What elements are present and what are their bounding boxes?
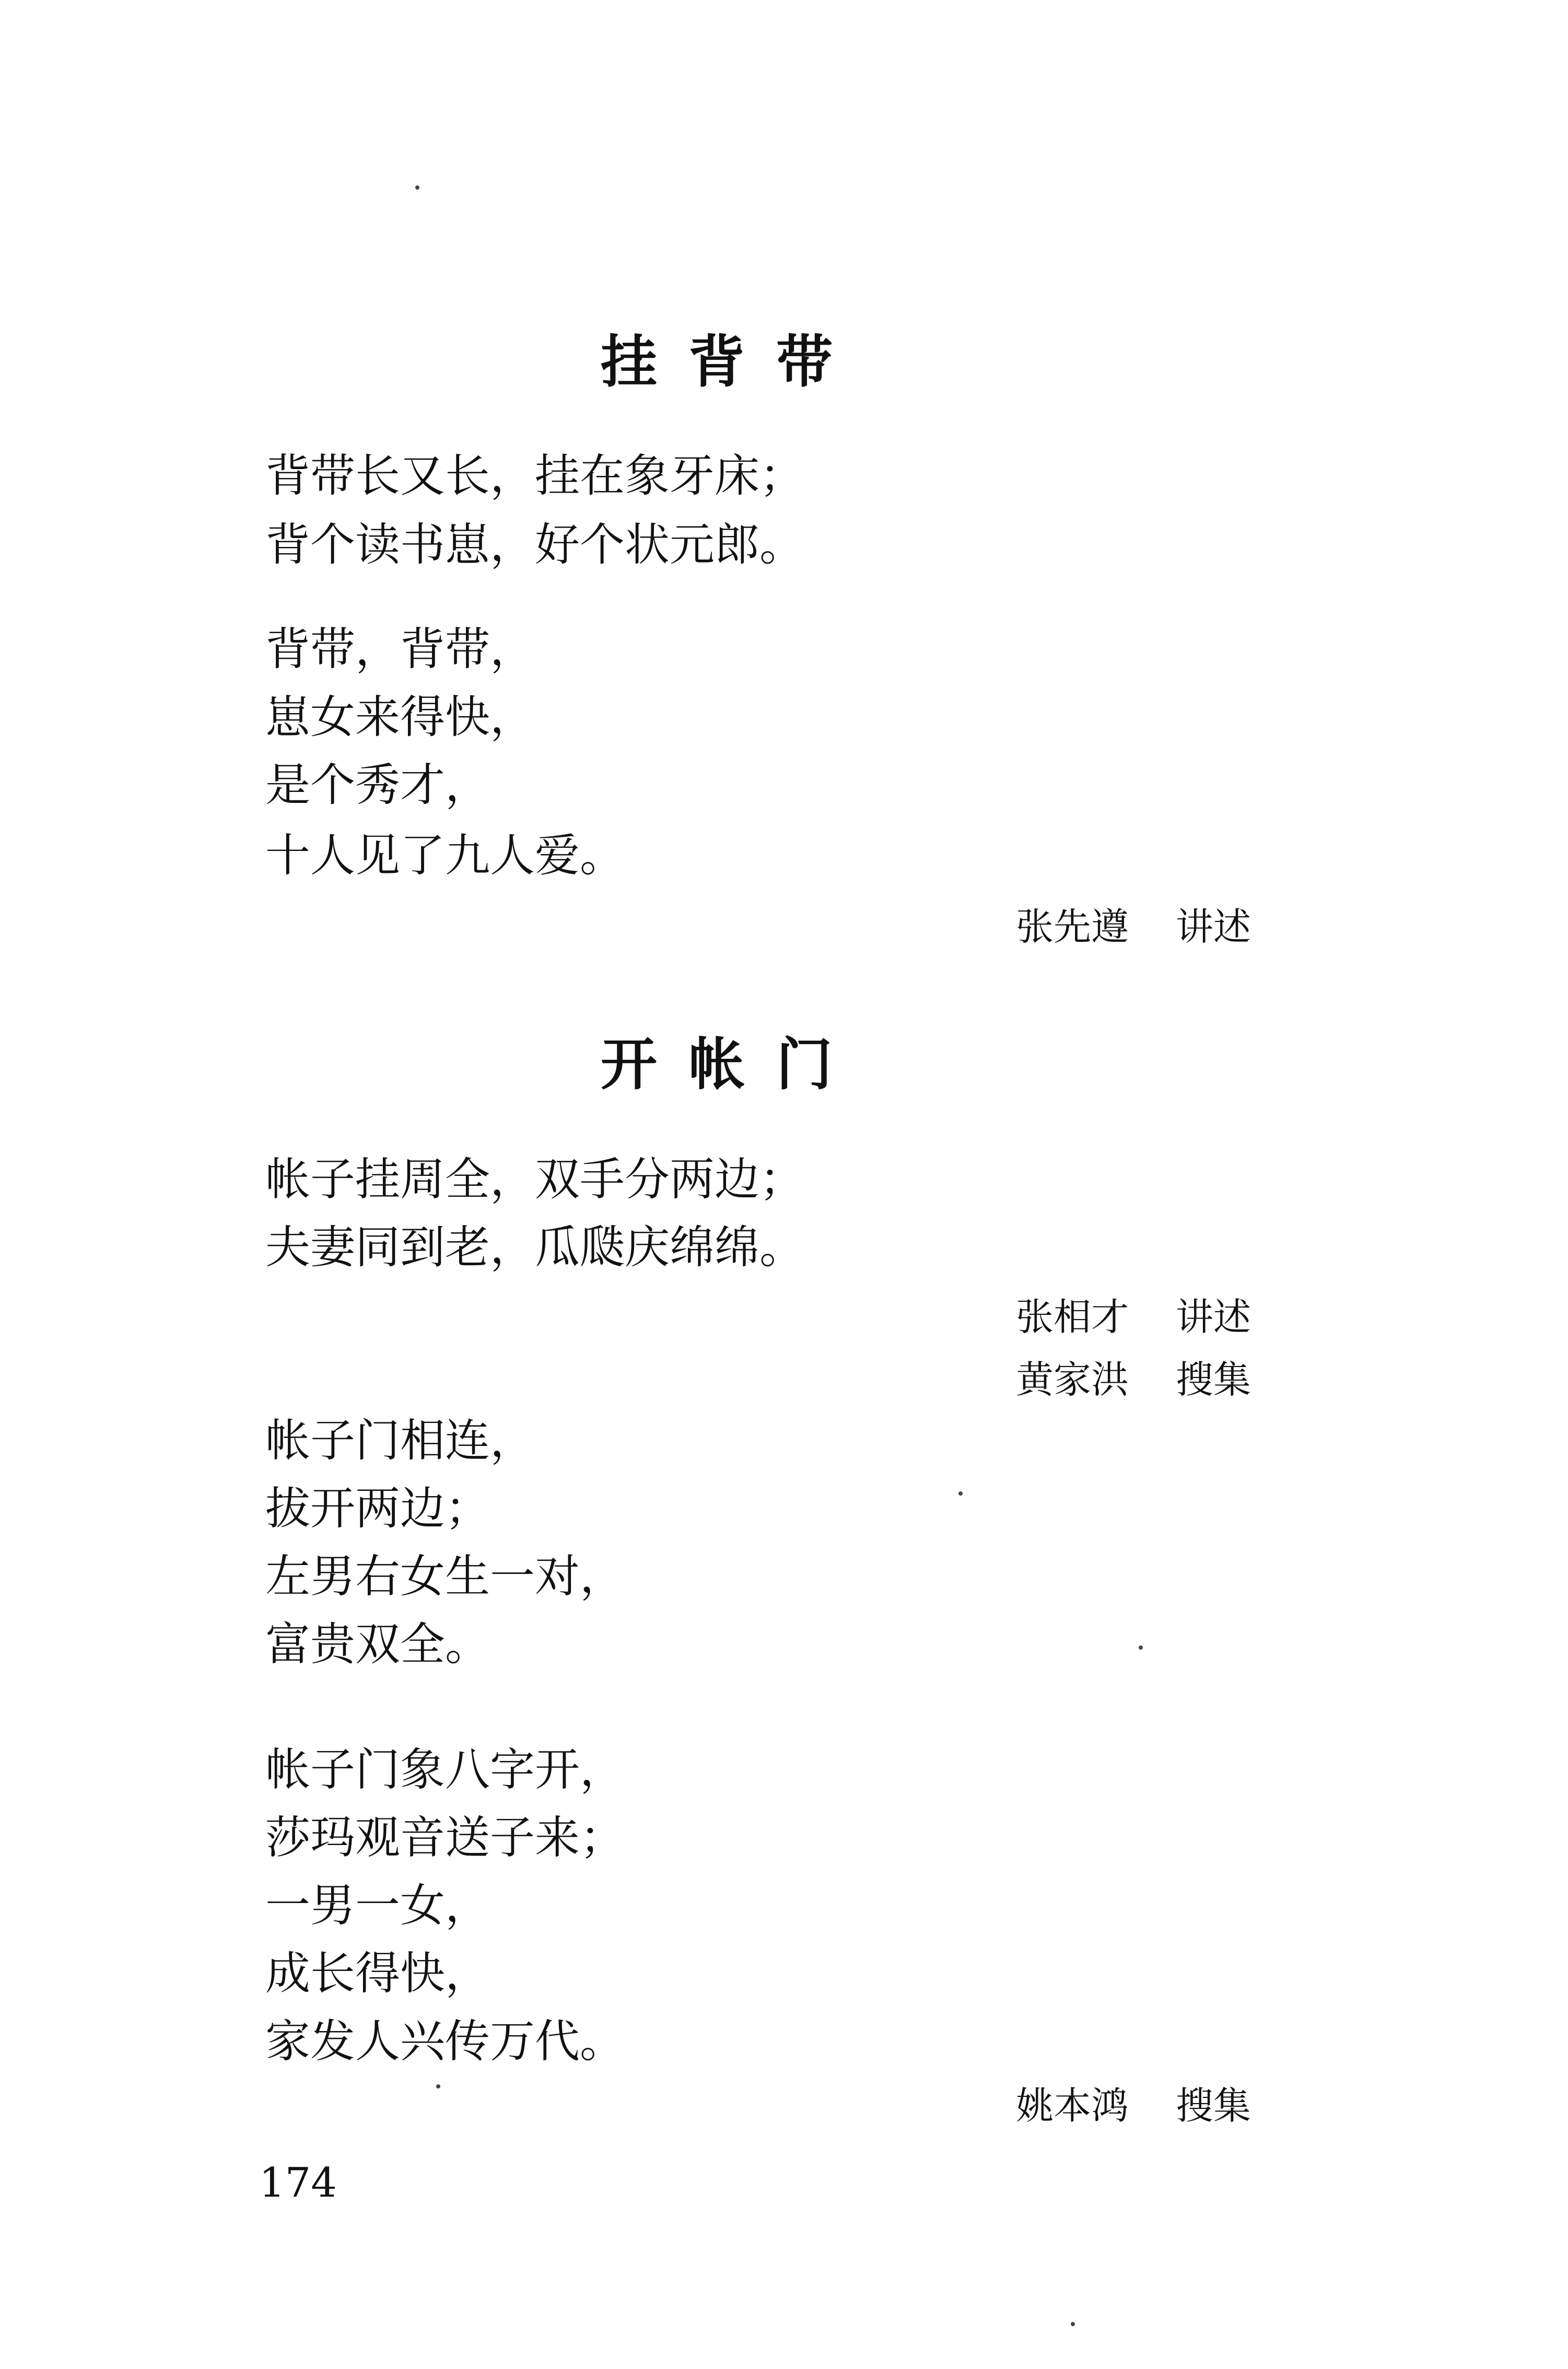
- poem-line: 是个秀才，: [265, 759, 490, 811]
- credit-name: 张先遵: [1016, 905, 1129, 949]
- credit: [1016, 1358, 1329, 1402]
- section-title: 开帐门: [601, 1032, 864, 1098]
- poem-line: 成长得快，: [265, 1947, 490, 2000]
- credit-name: 黄家洪: [1016, 1358, 1129, 1402]
- poem-line: 夫妻同到老，瓜瓞庆绵绵。: [265, 1221, 804, 1274]
- credit: [1016, 905, 1329, 949]
- poem-line: 十人见了九人爱。: [265, 830, 625, 882]
- credit-name: 张相才: [1016, 1295, 1129, 1339]
- print-speck: [958, 1491, 963, 1496]
- credit-role: 搜集: [1176, 1358, 1251, 1402]
- poem-line: 背带，背带，: [265, 623, 535, 675]
- poem-line: 拔开两边；: [265, 1483, 490, 1535]
- credit: [1016, 1295, 1329, 1339]
- page-number: 174: [259, 2160, 337, 2207]
- credit-name: 姚本鸿: [1016, 2084, 1129, 2128]
- poem-line: 崽女来得快，: [265, 691, 535, 743]
- poem-line: 富贵双全。: [265, 1618, 490, 1671]
- poem-line: 左男右女生一对，: [265, 1550, 625, 1603]
- poem-line: 帐子门象八字开，: [265, 1744, 625, 1796]
- credit-role: 讲述: [1176, 905, 1251, 949]
- print-speck: [1139, 1646, 1143, 1650]
- print-speck: [415, 185, 419, 190]
- poem-line: 一男一女，: [265, 1880, 490, 1932]
- poem-line: 背个读书崽，好个状元郎。: [265, 519, 804, 571]
- poem-line: 家发人兴传万代。: [265, 2015, 625, 2068]
- credit-role: 搜集: [1176, 2084, 1251, 2128]
- poem-line: 帐子挂周全，双手分两边；: [265, 1153, 804, 1206]
- section-title: 挂背带: [601, 330, 864, 395]
- print-speck: [436, 2084, 440, 2088]
- poem-line: 背带长又长，挂在象牙床；: [265, 450, 804, 502]
- print-speck: [1071, 2322, 1075, 2326]
- credit: [1016, 2084, 1329, 2128]
- poem-line: 帐子门相连，: [265, 1415, 535, 1467]
- poem-line: 莎玛观音送子来；: [265, 1812, 625, 1864]
- credit-role: 讲述: [1176, 1295, 1251, 1339]
